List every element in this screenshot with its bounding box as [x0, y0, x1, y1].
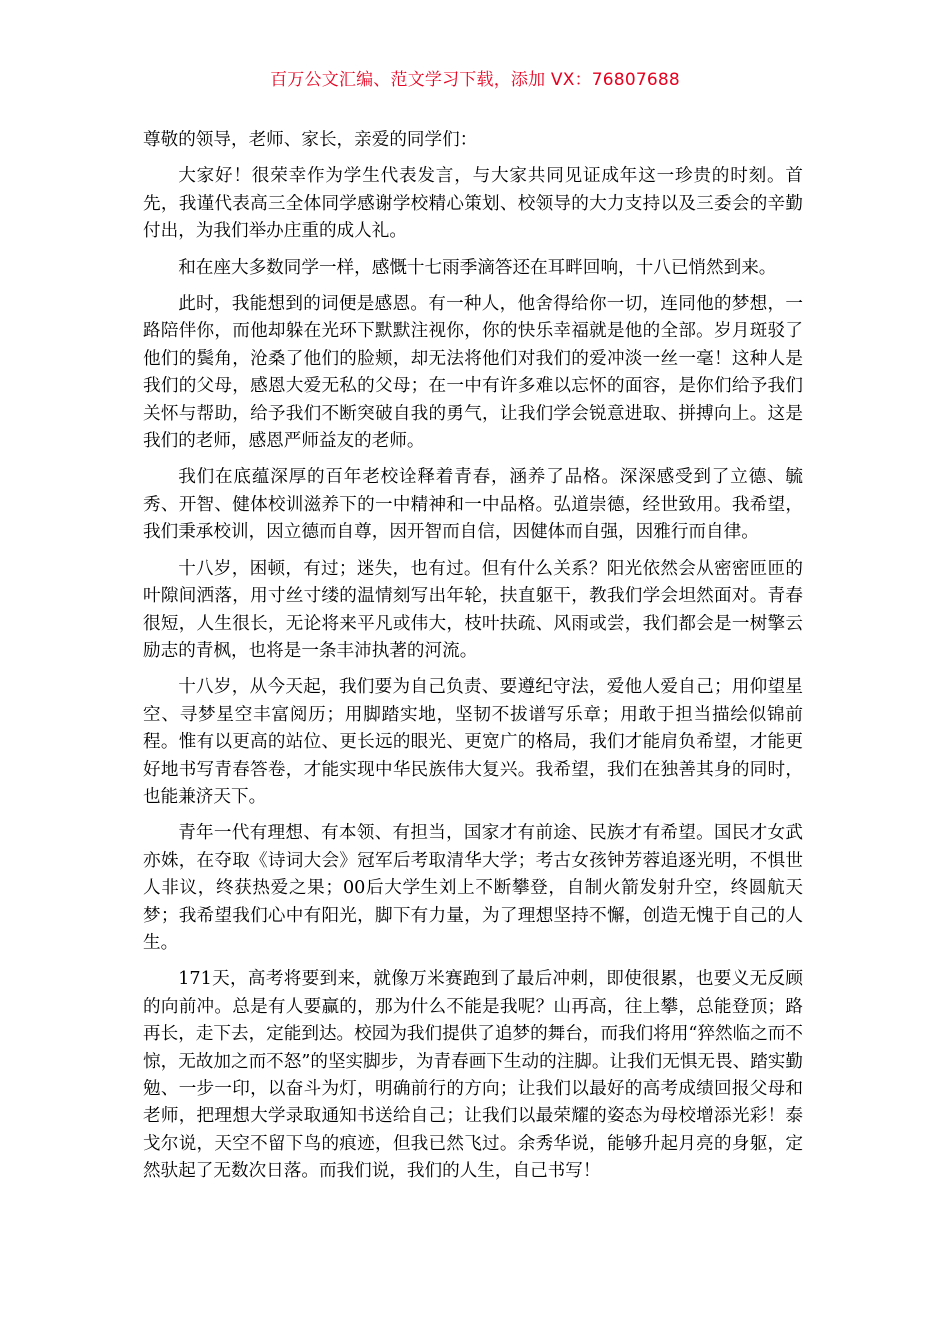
paragraph: 此时，我能想到的词便是感恩。有一种人，他舍得给你一切，连同他的梦想，一路陪伴你，而他却躲在光环下默默注视你，你的快乐幸福就是他的全部。岁月斑驳了他们的鬓角，沧桑了他们的脸颊，却无法将他们对我们的爱冲淡一丝一毫！这种人是我们的父母，感恩大爱无私的父母；在一中有许多难以忘怀的面容，是你们给予我们关怀与帮助，给予我们不断突破自我的勇气，让我们学会锐意进取、拼搏向上。这是我们的老师，感恩严师益友的老师。	[143, 294, 803, 452]
paragraph: 大家好！很荣幸作为学生代表发言，与大家共同见证成年这一珍贵的时刻。首先，我谨代表高三全体同学感谢学校精心策划、校领导的大力支持以及三委会的辛勤付出，为我们举办庄重的成人礼。	[143, 166, 803, 242]
paragraph: 和在座大多数同学一样，感慨十七雨季滴答还在耳畔回响，十八已悄然到来。	[178, 257, 777, 278]
paragraph: 十八岁，从今天起，我们要为自己负责、要遵纪守法，爱他人爱自己；用仰望星空、寻梦星空丰富阅历；用脚踏实地，坚韧不拔谱写乐章；用敢于担当描绘似锦前程。惟有以更高的站位、更长远的眼光、更宽广的格局，我们才能肩负希望，才能更好地书写青春答卷，才能实现中华民族伟大复兴。我希望，我们在独善其身的同时，也能兼济天下。	[143, 677, 803, 807]
paragraph: 十八岁，困顿，有过；迷失，也有过。但有什么关系？阳光依然会从密密匝匝的叶隙间洒落，用寸丝寸缕的温情刻写出年轮，扶直躯干，教我们学会坦然面对。青春很短，人生很长，无论将来平凡或伟大，枝叶扶疏、风雨或尝，我们都会是一树擎云励志的青枫，也将是一条丰沛执著的河流。	[143, 558, 803, 661]
paragraph: 我们在底蕴深厚的百年老校诠释着青春，涵养了品格。深深感受到了立德、毓秀、开智、健体校训滋养下的一中精神和一中品格。弘道崇德，经世致用。我希望，我们秉承校训，因立德而自尊，因开智而自信，因健体而自强，因雅行而自律。	[143, 467, 803, 543]
document-body	[143, 127, 803, 1195]
salutation: 尊敬的领导，老师、家长，亲爱的同学们：	[143, 130, 478, 150]
paragraph: 171天，高考将要到来，就像万米赛跑到了最后冲刺，即使很累，也要义无反顾的向前冲。总是有人要赢的，那为什么不能是我呢？山再高，往上攀，总能登顶；路再长，走下去，定能到达。校园为我们提供了追梦的舞台，而我们将用“猝然临之而不惊，无故加之而不怒”的坚实脚步，为青春画下生动的注脚。让我们无惧无畏、踏实勤勉、一步一印，以奋斗为灯，明确前行的方向；让我们以最好的高考成绩回报父母和老师，把理想大学录取通知书送给自己；让我们以最荣耀的姿态为母校增添光彩！泰戈尔说，天空不留下鸟的痕迹，但我已然飞过。余秀华说，能够升起月亮的身躯，定然驮起了无数次日落。而我们说，我们的人生，自己书写！	[143, 969, 803, 1182]
paragraph: 青年一代有理想、有本领、有担当，国家才有前途、民族才有希望。国民才女武亦姝，在夺取《诗词大会》冠军后考取清华大学；考古女孩钟芳蓉追逐光明，不惧世人非议，终获热爱之果；00后大学生刘上不断攀登，自制火箭发射升空，终圆航天梦；我希望我们心中有阳光，脚下有力量，为了理想坚持不懈，创造无愧于自己的人生。	[143, 823, 803, 953]
header-banner: 百万公文汇编、范文学习下载，添加 VX：76807688	[270, 70, 680, 90]
